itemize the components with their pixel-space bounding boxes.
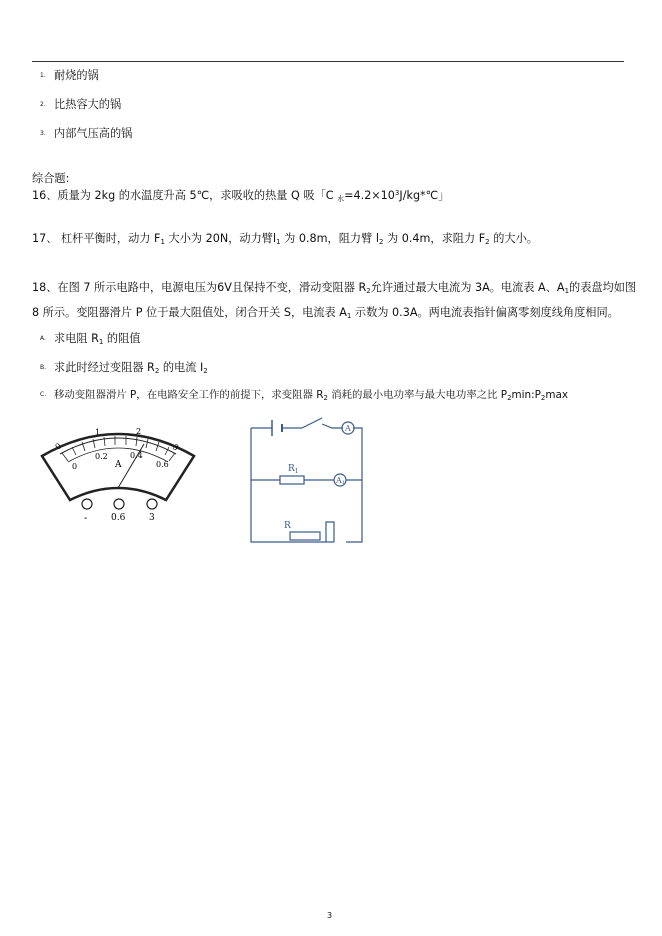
option-text: 比热容大的锅 xyxy=(54,98,122,111)
ammeter-inner-tick-1: 0.2 xyxy=(95,452,108,461)
subq-part: 移动变阻器滑片 P，在电路安全工作的前提下，求变阻器 R xyxy=(54,389,324,401)
q18-sub: 1 xyxy=(346,312,352,320)
option-marker: 1. xyxy=(40,72,46,79)
option-1 xyxy=(40,69,99,83)
q16-sub: 水 xyxy=(337,195,345,203)
meter-a1-letter: A xyxy=(336,476,342,485)
ammeter-outer-tick-2: 2 xyxy=(136,427,142,436)
option-text: 内部气压高的锅 xyxy=(54,127,133,140)
subq-marker: A. xyxy=(40,335,46,342)
resistor-r2 xyxy=(290,532,320,540)
question-18-c xyxy=(40,388,568,405)
subq-sub: 1 xyxy=(98,338,104,346)
question-18-line-2 xyxy=(32,306,619,323)
q16-tail: J/kg*℃」 xyxy=(399,189,450,202)
option-marker: 3. xyxy=(40,130,46,137)
q16-mid: =4.2×10 xyxy=(344,189,395,202)
subq-sub: 2 xyxy=(154,367,160,375)
subq-marker: C. xyxy=(40,391,47,398)
ammeter-inner-tick-2: 0.4 xyxy=(130,451,143,460)
q17-sub: 1 xyxy=(160,238,165,246)
q17-part: 17、 杠杆平衡时，动力 F xyxy=(32,232,161,245)
subq-sub: 2 xyxy=(507,394,512,402)
q17-sub: 2 xyxy=(378,238,384,246)
q17-part: 为 0.8m，阻力臂 l xyxy=(280,232,379,245)
circuit-top-wire xyxy=(251,428,334,542)
ammeter-figure xyxy=(38,418,198,528)
subq-part: 求此时经过变阻器 R xyxy=(54,361,155,374)
q18-sub: 1 xyxy=(564,287,570,295)
option-marker: 2. xyxy=(40,101,46,108)
q18-part: 18、在图 7 所示电路中，电源电压为6V且保持不变，滑动变阻器 R xyxy=(32,281,367,294)
q18-part: 8 所示。变阻器滑片 P 位于最大阻值处，闭合开关 S，电流表 A xyxy=(32,306,347,319)
question-17 xyxy=(32,232,538,249)
subq-part: 的电流 I xyxy=(159,361,204,374)
r1-label xyxy=(288,464,299,475)
r1-sub: 1 xyxy=(294,468,299,475)
subq-sub: 2 xyxy=(540,394,546,402)
option-3 xyxy=(40,127,132,141)
ammeter-inner-tick-0: 0 xyxy=(72,462,78,471)
q17-part: 的大小。 xyxy=(489,232,538,245)
subq-part: min:P xyxy=(511,389,541,401)
ammeter-inner-tick-3: 0.6 xyxy=(156,460,169,469)
meter-a1-label xyxy=(335,476,345,486)
terminal-label-3: 3 xyxy=(149,513,155,523)
subq-part: 消耗的最小电功率与最大电功率之比 P xyxy=(327,389,508,401)
meter-a1-sub: 1 xyxy=(341,480,345,486)
ammeter-outer-tick-1: 1 xyxy=(95,428,101,437)
q18-sub: 2 xyxy=(366,287,371,295)
circuit-diagram xyxy=(246,412,370,546)
q17-part: 大小为 20N，动力臂l xyxy=(164,232,277,245)
question-16 xyxy=(32,186,449,206)
section-title: 综合题: xyxy=(32,172,70,185)
option-2 xyxy=(40,98,121,112)
page-number: 3 xyxy=(327,911,333,920)
subq-sub: 2 xyxy=(323,394,328,402)
switch-blade xyxy=(302,418,322,428)
rheostat-slider xyxy=(326,522,334,542)
r1-letter: R xyxy=(288,464,295,474)
question-18-a xyxy=(40,332,141,349)
subq-marker: B. xyxy=(40,364,47,371)
ammeter-unit: A xyxy=(115,460,122,470)
q18-part: 的表盘均如图 xyxy=(569,281,637,294)
terminal-negative xyxy=(82,499,92,509)
ammeter-outer-tick-0: 0 xyxy=(53,441,64,452)
question-18-line-1 xyxy=(32,281,636,298)
terminal-label-negative: - xyxy=(84,513,88,524)
q18-part: 示数为 0.3A。两电流表指针偏离零刻度线角度相同。 xyxy=(351,306,619,319)
resistor-r1 xyxy=(280,476,304,484)
subq-part: 的阻值 xyxy=(103,332,141,345)
question-18-b xyxy=(40,361,208,378)
terminal-3 xyxy=(147,499,157,509)
header-rule xyxy=(32,61,624,62)
q18-part: 允许通过最大电流为 3A。电流表 A、A xyxy=(370,281,565,294)
subq-part: 求电阻 R xyxy=(54,332,99,345)
q17-sub: 1 xyxy=(276,238,281,246)
r2-label: R xyxy=(284,521,291,531)
option-text: 耐烧的锅 xyxy=(54,69,99,82)
q16-sup: 3 xyxy=(394,189,400,197)
q17-sub: 2 xyxy=(485,238,490,246)
terminal-0.6 xyxy=(114,499,124,509)
q16-text: 16、质量为 2kg 的水温度升高 5℃，求吸收的热量 Q 吸「C xyxy=(32,189,338,202)
meter-a-label: A xyxy=(345,424,351,433)
ammeter-outer-tick-3: 3 xyxy=(170,442,181,453)
q17-part: 为 0.4m，求阻力 F xyxy=(383,232,486,245)
subq-sub: 2 xyxy=(203,367,208,375)
subq-part: max xyxy=(545,389,569,401)
terminal-label-0.6: 0.6 xyxy=(111,513,126,523)
